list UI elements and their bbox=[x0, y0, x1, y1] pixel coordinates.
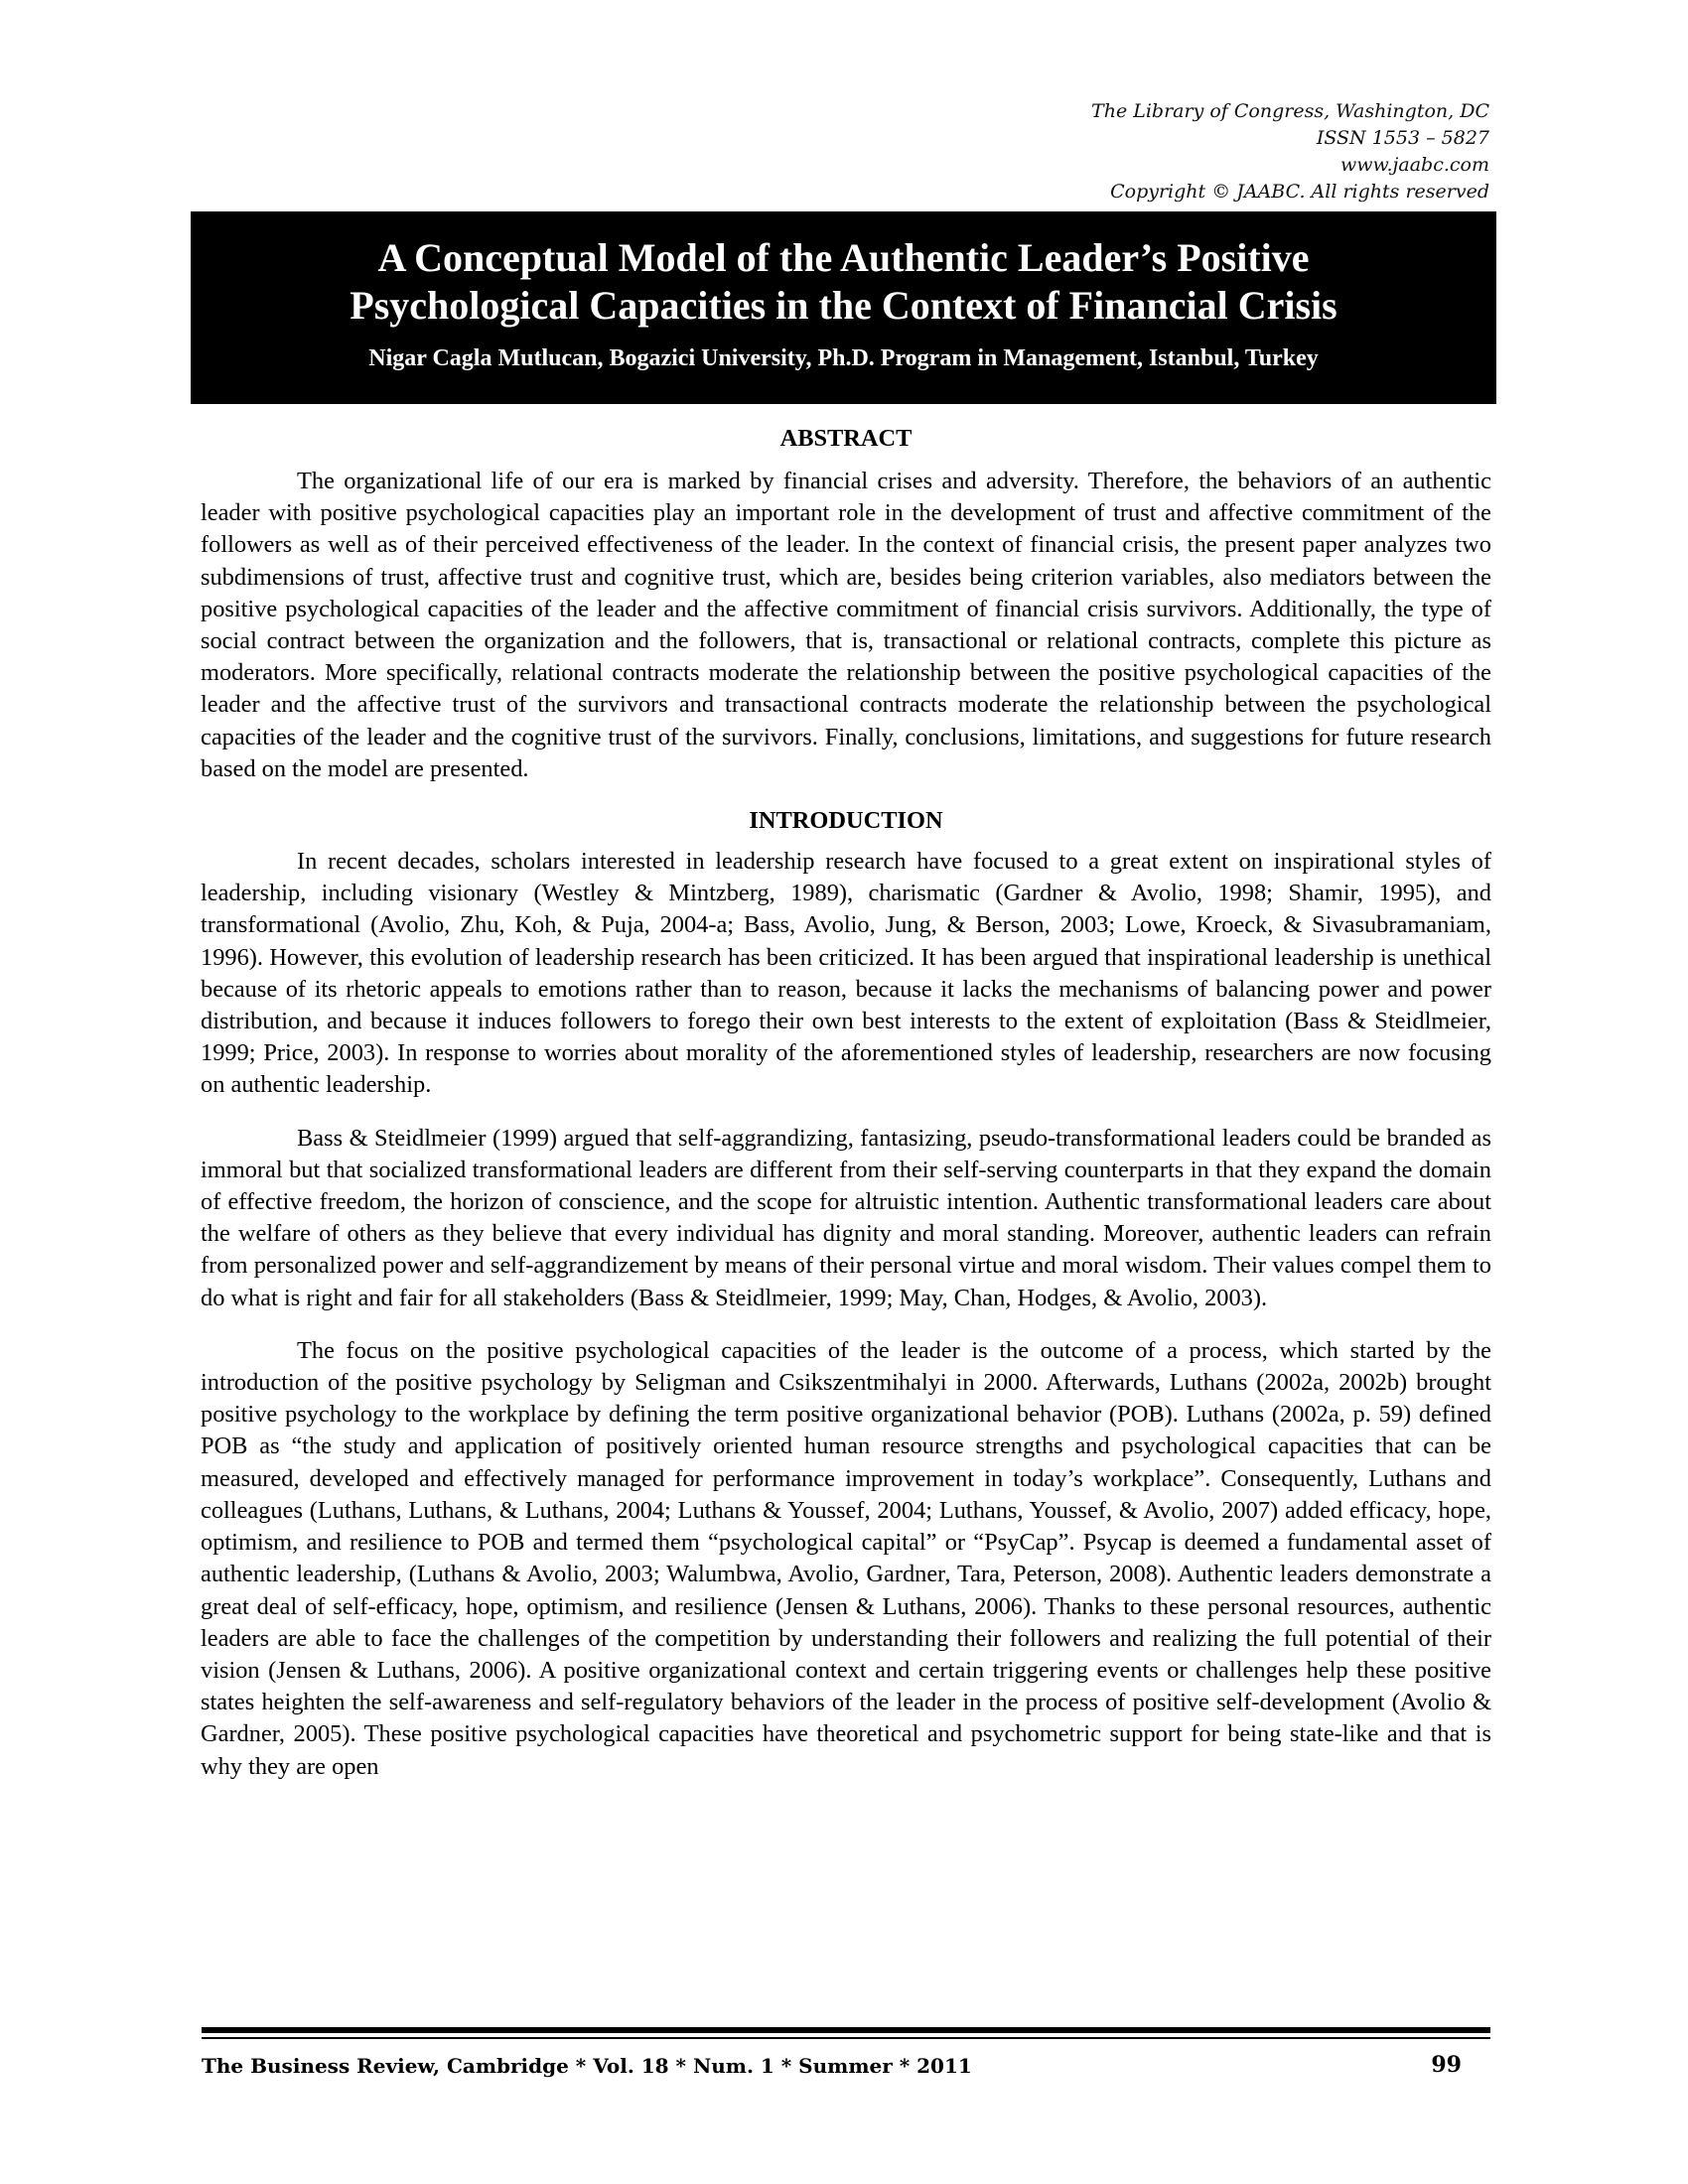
intro-paragraph-3: The focus on the positive psychological capacities of the leader is the outcome of a process, which started by the introduction of the positive psychology by Seligman and Csikszentmihalyi in 2000. Afterwards, Luthans (2002a, 2002b) brought positive psychology to the workplace by defining the term positive organizational behavior (POB). Luthans (2002a, p. 59) defined POB as “the study and application of positively oriented human resource strengths and psychological capacities that can be measured, developed and effectively managed for performance improvement in today’s workplace”. Consequently, Luthans and colleagues (Luthans, Luthans, & Luthans, 2004; Luthans & Youssef, 2004; Luthans, Youssef, & Avolio, 2007) added efficacy, hope, optimism, and resilience to POB and termed them “psychological capital” or “PsyCap”. Psycap is deemed a fundamental asset of authentic leadership, (Luthans & Avolio, 2003; Walumbwa, Avolio, Gardner, Tara, Peterson, 2008). Authentic leaders demonstrate a great deal of self-efficacy, hope, optimism, and resilience (Jensen & Luthans, 2006). Thanks to these personal resources, authentic leaders are able to face the challenges of the competition by understanding their followers and realizing the full potential of their vision (Jensen & Luthans, 2006). A positive organizational context and certain triggering events or challenges help these positive states heighten the self-awareness and self-regulatory behaviors of the leader in the process of positive self-development (Avolio & Gardner, 2005). These positive psychological capacities have theoretical and psychometric support for being state-like and that is why they are open bbox=[201, 1336, 1491, 1780]
paper-title-line-1: A Conceptual Model of the Authentic Leader’s Positive bbox=[377, 235, 1310, 280]
website-line: www.jaabc.com bbox=[1339, 154, 1489, 176]
introduction-heading: INTRODUCTION bbox=[749, 807, 943, 835]
intro-paragraph-1: In recent decades, scholars interested in leadership research have focused to a great extent on inspirational styles of leadership, including visionary (Westley & Mintzberg, 1989), charismatic (Gardner & Avolio, 1998; Shamir, 1995), and transformational (Avolio, Zhu, Koh, & Puja, 2004-a; Bass, Avolio, Jung, & Berson, 2003; Lowe, Kroeck, & Sivasubramaniam, 1996). However, this evolution of leadership research has been criticized. It has been argued that inspirational leadership is unethical because of its rhetoric appeals to emotions rather than to reason, because it lacks the mechanisms of balancing power and power distribution, and because it induces followers to forego their own best interests to the extent of exploitation (Bass & Steidlmeier, 1999; Price, 2003). In response to worries about morality of the aforementioned styles of leadership, researchers are now focusing on authentic leadership. bbox=[201, 848, 1491, 1099]
page-number: 99 bbox=[1431, 2052, 1462, 2078]
author-affiliation: Nigar Cagla Mutlucan, Bogazici University, Ph.D. Program in Management, Istanbul, Turkey bbox=[368, 345, 1319, 371]
intro-paragraph-2: Bass & Steidlmeier (1999) argued that self-aggrandizing, fantasizing, pseudo-transformational leaders could be branded as immoral but that socialized transformational leaders are different from their self-serving counterparts in that they expand the domain of effective freedom, the horizon of conscience, and the scope for altruistic intention. Authentic transformational leaders care about the welfare of others as they believe that every individual has dignity and moral standing. Moreover, authentic leaders can refrain from personalized power and self-aggrandizement by means of their personal virtue and moral wisdom. Their values compel them to do what is right and fair for all stakeholders (Bass & Steidlmeier, 1999; May, Chan, Hodges, & Avolio, 2003). bbox=[201, 1124, 1491, 1311]
library-line: The Library of Congress, Washington, DC bbox=[1091, 100, 1489, 122]
journal-footer: The Business Review, Cambridge * Vol. 18 * Num. 1 * Summer * 2011 bbox=[202, 2054, 972, 2078]
issn-line: ISSN 1553 – 5827 bbox=[1316, 127, 1489, 149]
paper-title-line-2: Psychological Capacities in the Context of Financial Crisis bbox=[350, 283, 1337, 328]
article-body bbox=[201, 423, 1491, 1783]
abstract-heading: ABSTRACT bbox=[779, 425, 913, 452]
copyright-line: Copyright © JAABC. All rights reserved bbox=[1110, 181, 1489, 203]
footer-rule-thin bbox=[202, 2037, 1490, 2039]
title-banner bbox=[191, 211, 1496, 404]
publication-info bbox=[894, 98, 1489, 205]
footer-rule-thick bbox=[202, 2027, 1490, 2033]
abstract-paragraph: The organizational life of our era is marked by financial crises and adversity. Therefore, the behaviors of an authentic leader with positive psychological capacities play an important role in the development of trust and affective commitment of the followers as well as of their perceived effectiveness of the leader. In the context of financial crisis, the present paper analyzes two subdimensions of trust, affective trust and cognitive trust, which are, besides being criterion variables, also mediators between the positive psychological capacities of the leader and the affective commitment of financial crisis survivors. Additionally, the type of social contract between the organization and the followers, that is, transactional or relational contracts, complete this picture as moderators. More specifically, relational contracts moderate the relationship between the positive psychological capacities of the leader and the affective trust of the survivors and transactional contracts moderate the relationship between the psychological capacities of the leader and the cognitive trust of the survivors. Finally, conclusions, limitations, and suggestions for future research based on the model are presented. bbox=[201, 468, 1491, 782]
